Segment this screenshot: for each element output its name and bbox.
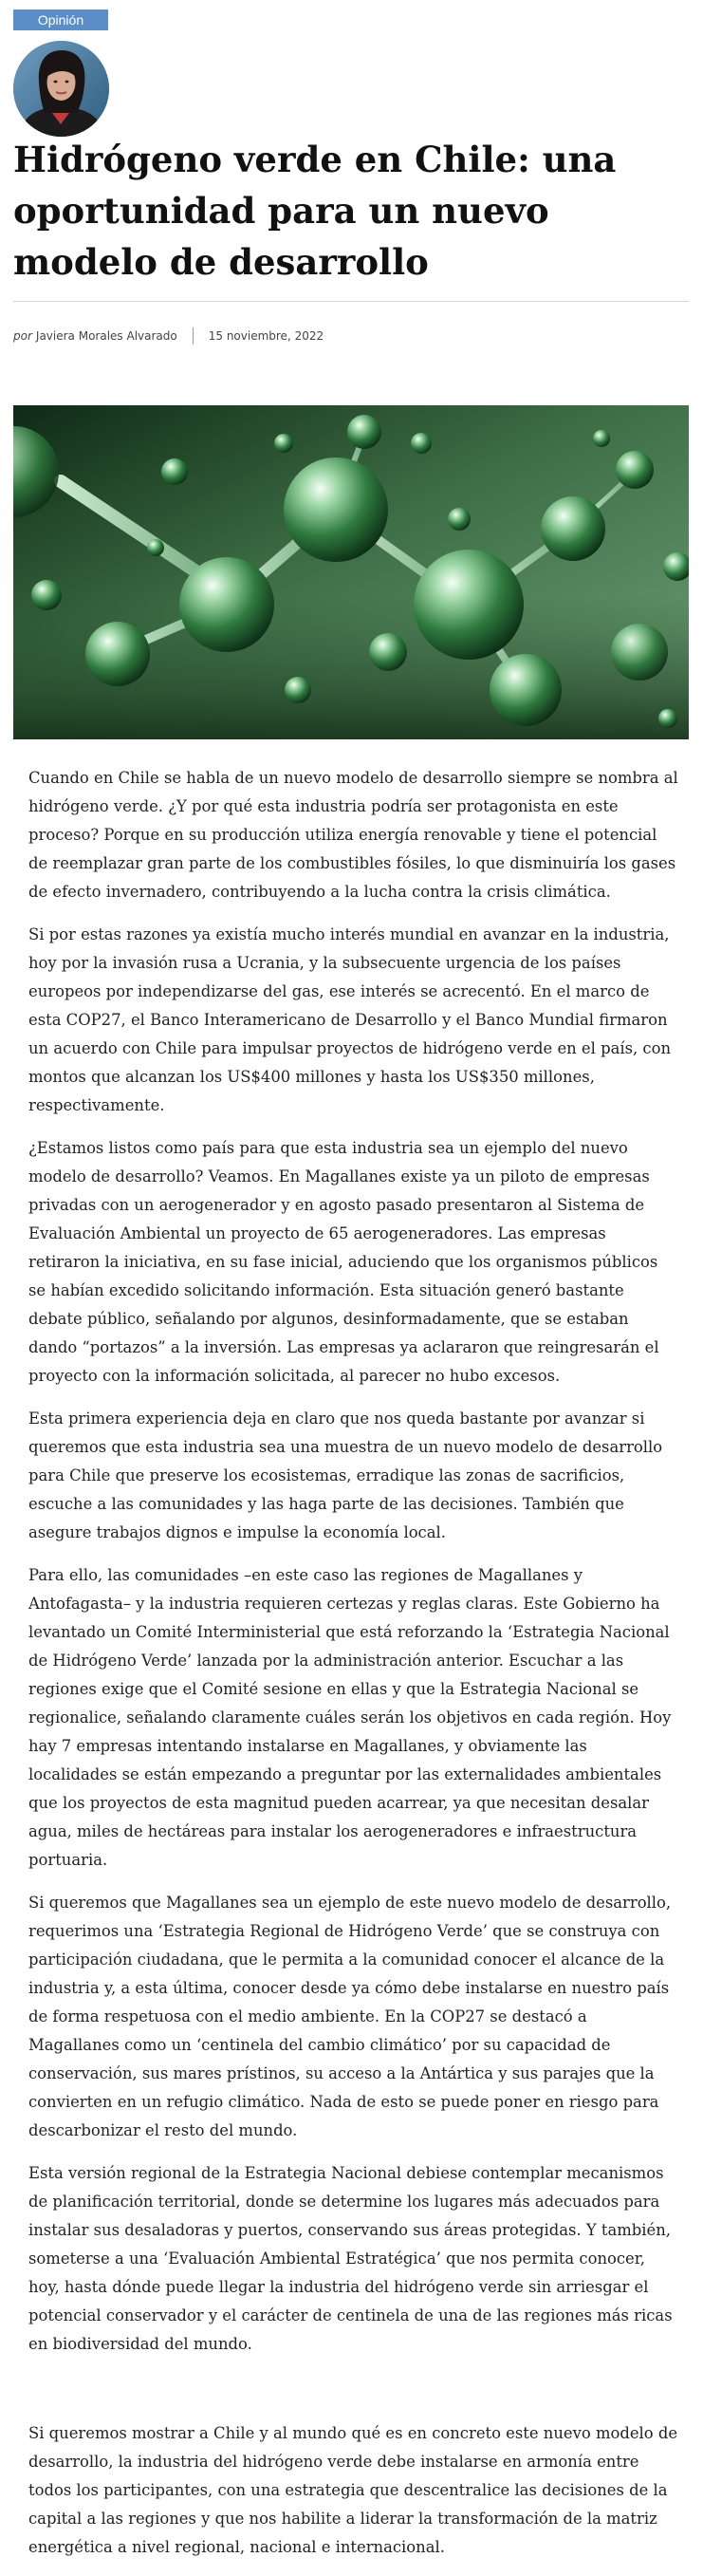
article-paragraph: Si queremos que Magallanes sea un ejemplo de este nuevo modelo de desarrollo, requerimos una ‘Estrategia Regional de Hidrógeno Verde’ que se construya con participación ciudadana, que le permita a la comunidad conocer el alcance de la industria y, a esta última, conocer desde ya cómo debe instalarse en nuestro país de forma respetuosa con el medio ambiente. En la COP27 se destacó a Magallanes como un ‘centinela del cambio climático’ por su capacidad de conservación, sus mares prístinos, su acceso a la Antártica y sus parajes que la convierten en un refugio climático. Nada de esto se puede poner en riesgo para descarbonizar el resto del mundo. <box>28 1894 672 2139</box>
hero-image <box>13 405 689 739</box>
byline-separator <box>193 327 194 345</box>
article-paragraph: Si por estas razones ya existía mucho interés mundial en avanzar en la industria, hoy por la invasión rusa a Ucrania, y la subsecuente urgencia de los países europeos por independizarse del gas, ese interés se acrecentó. En el marco de esta COP27, el Banco Interamericano de Desarrollo y el Banco Mundial firmaron un acuerdo con Chile para impulsar proyectos de hidrógeno verde en el país, con montos que alcanzan los US$400 millones y hasta los US$350 millones, respectivamente. <box>28 925 672 1114</box>
article-title: Hidrógeno verde en Chile: una oportunidad para un nuevo modelo de desarrollo <box>13 139 617 283</box>
byline <box>13 326 324 346</box>
article-paragraph: Si queremos mostrar a Chile y al mundo qué es en concreto este nuevo modelo de desarrollo, la industria del hidrógeno verde debe instalarse en armonía entre todos los participantes, con una estrategia que descentralice las decisiones de la capital a las regiones y que nos habilite a liderar la transformación de la matriz energética a nivel regional, nacional e internacional. <box>28 2424 678 2556</box>
publish-date: 15 noviembre, 2022 <box>208 329 324 343</box>
article-paragraph: Esta versión regional de la Estrategia Nacional debiese contemplar mecanismos de planificación territorial, donde se determine los lugares más adecuados para instalar sus desaladoras y puertos, conservando sus áreas protegidas. Y también, someterse a una ‘Evaluación Ambiental Estratégica’ que nos permita conocer, hoy, hasta dónde puede llegar la industria del hidrógeno verde sin arriesgar el potencial conservador y el carácter de centinela de una de las regiones más ricas en biodiversidad del mundo. <box>28 2164 673 2353</box>
article-paragraph: Cuando en Chile se habla de un nuevo modelo de desarrollo siempre se nombra al hidrógeno verde. ¿Y por qué esta industria podría ser protagonista en este proceso? Porque en su producción utiliza energía renovable y tiene el potencial de reemplazar gran parte de los combustibles fósiles, lo que disminuiría los gases de efecto invernadero, contribuyendo a la lucha contra la crisis climática. <box>28 769 678 901</box>
byline-prefix: por <box>13 329 32 343</box>
article-paragraph: Para ello, las comunidades –en este caso las regiones de Magallanes y Antofagasta– y la industria requieren certezas y reglas claras. Este Gobierno ha levantado un Comité Interministerial que está reforzando la ‘Estrategia Nacional de Hidrógeno Verde’ lanzada por la administración anterior. Escuchar a las regiones exige que el Comité sesione en ellas y que la Estrategia Nacional se regionalice, señalando claramente cuáles serán los objetivos en cada región. Hoy hay 7 empresas intentando instalarse en Magallanes, y obviamente las localidades se están empezando a preguntar por las externalidades ambientales que los proyectos de esta magnitud pueden acarrear, ya que necesitan desalar agua, miles de hectáreas para instalar los aerogeneradores e infraestructura portuaria. <box>28 1566 672 1869</box>
author-avatar[interactable] <box>13 41 109 137</box>
article-paragraph: ¿Estamos listos como país para que esta industria sea un ejemplo del nuevo modelo de desarrollo? Veamos. En Magallanes existe ya un piloto de empresas privadas con un aerogenerador y en agosto pasado presentaron al Sistema de Evaluación Ambiental un proyecto de 65 aerogeneradores. Las empresas retiraron la iniciativa, en su fase inicial, aduciendo que los organismos públicos se habían excedido solicitando información. Esta situación generó bastante debate público, señalando por algunos, desinformadamente, que se estaban dando “portazos” a la inversión. Las empresas ya aclararon que reingresarán el proyecto con la información solicitada, al parecer no hubo excesos. <box>28 1139 659 1385</box>
article-body <box>28 764 679 2576</box>
category-badge[interactable]: Opinión <box>13 9 108 30</box>
header-divider <box>13 301 689 302</box>
article-paragraph: Esta primera experiencia deja en claro que nos queda bastante por avanzar si queremos que esta industria sea una muestra de un nuevo modelo de desarrollo para Chile que preserve los ecosistemas, erradique las zonas de sacrificios, escuche a las comunidades y las haga parte de las decisiones. También que asegure trabajos dignos e impulse la economía local. <box>28 1409 663 1541</box>
author-name[interactable]: Javiera Morales Alvarado <box>35 329 177 343</box>
